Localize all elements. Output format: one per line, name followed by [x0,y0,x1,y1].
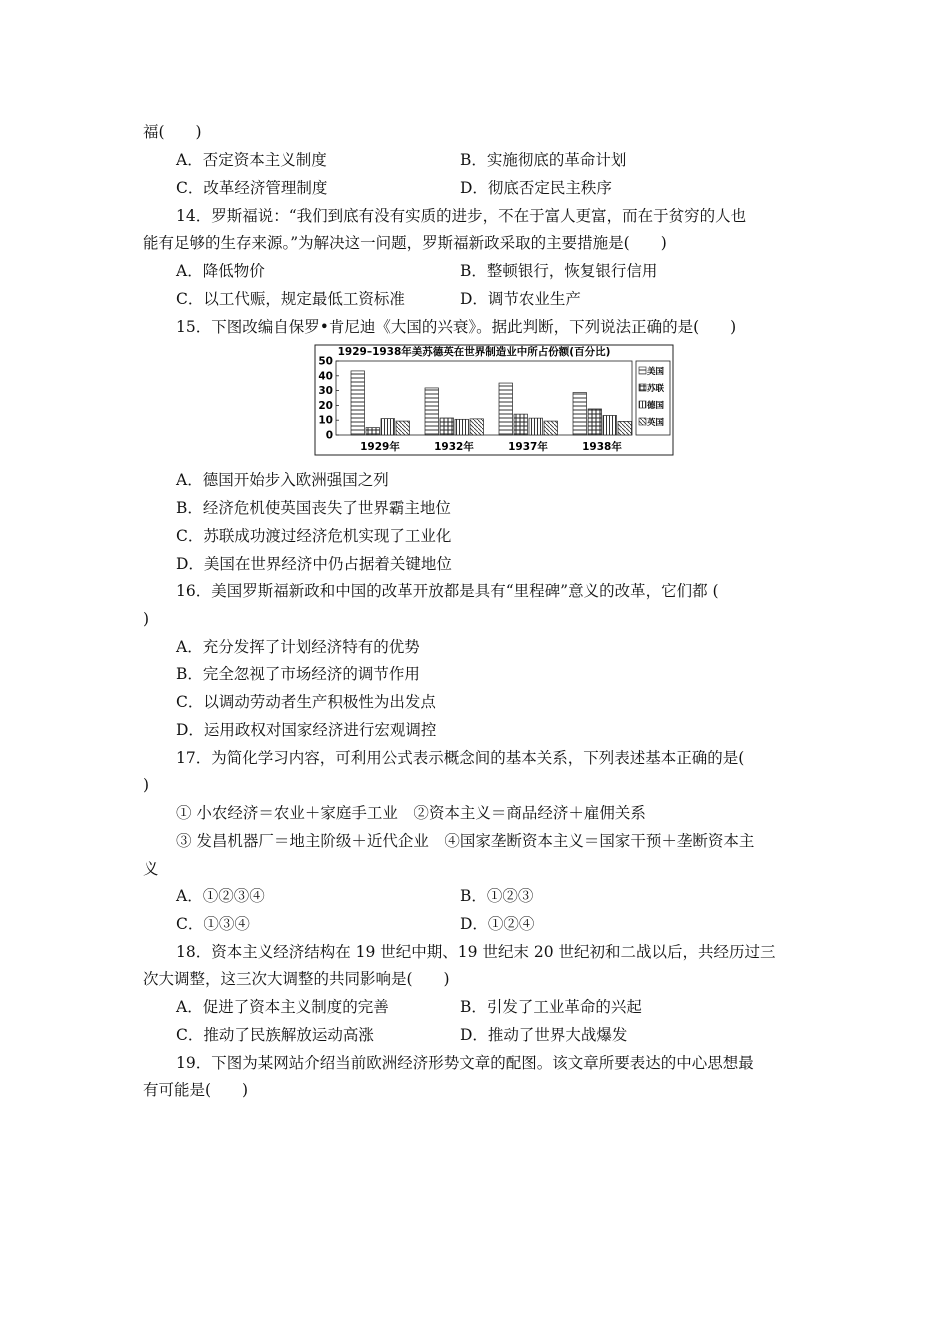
y-tick-label: 20 [318,399,333,412]
q14-option-d: D．调节农业生产 [460,290,581,308]
bar-苏联-1929年 [366,428,380,435]
q17-option-a: A．①②③④ [176,887,265,905]
y-tick-label: 50 [318,355,333,368]
q16-option-a: A．充分发挥了计划经济特有的优势 [176,638,420,656]
q19-stem-line2: 有可能是( ) [143,1081,249,1099]
x-tick-label: 1938年 [582,441,622,453]
y-tick-label: 40 [318,370,333,383]
q14-stem-line2: 能有足够的生存来源。”为解决这一问题，罗斯福新政采取的主要措施是( ) [143,234,667,252]
bar-英国-1929年 [396,421,410,435]
q17-item-3-4: ③ 发昌机器厂＝地主阶级＋近代企业 ④国家垄断资本主义＝国家干预＋垄断资本主 [176,832,755,850]
q17-item-1-2: ① 小农经济＝农业＋家庭手工业 ②资本主义＝商品经济＋雇佣关系 [176,804,646,822]
legend-label-美国: 美国 [647,367,665,377]
bar-德国-1938年 [603,415,617,435]
q17-stem-line1: 17．为简化学习内容，可利用公式表示概念间的基本关系，下列表述基本正确的是( [176,749,745,767]
q18-option-a: A．促进了资本主义制度的完善 [176,998,389,1016]
legend-label-英国: 英国 [647,418,665,428]
q19-stem-line1: 19．下图为某网站介绍当前欧洲经济形势文章的配图。该文章所要表达的中心思想最 [176,1054,754,1072]
bar-德国-1932年 [455,419,469,435]
manufacturing-share-chart [314,344,674,456]
q16-option-b: B．完全忽视了市场经济的调节作用 [176,665,420,683]
q14-option-b: B．整顿银行，恢复银行信用 [460,262,658,280]
q15-stem: 15．下图改编自保罗•肯尼迪《大国的兴衰》。据此判断，下列说法正确的是( ) [176,318,737,336]
q15-option-c: C．苏联成功渡过经济危机实现了工业化 [176,527,452,545]
q16-option-c: C．以调动劳动者生产积极性为出发点 [176,693,436,711]
q13-option-c: C．改革经济管理制度 [176,179,328,197]
bar-英国-1932年 [470,419,484,435]
bar-德国-1937年 [529,418,543,435]
q14-option-a: A．降低物价 [176,262,265,280]
bar-苏联-1937年 [514,414,528,435]
q14-option-c: C．以工代赈，规定最低工资标准 [176,290,405,308]
q14-stem-line1: 14．罗斯福说：“我们到底有没有实质的进步，不在于富人更富，而在于贫穷的人也 [176,207,747,225]
q17-option-c: C．①③④ [176,915,250,933]
q18-stem-line2: 次大调整，这三次大调整的共同影响是( ) [143,970,450,988]
x-tick-label: 1932年 [434,441,474,453]
q18-stem-line1: 18．资本主义经济结构在 19 世纪中期、19 世纪末 20 世纪初和二战以后，共经历过三 [176,943,776,961]
q18-option-c: C．推动了民族解放运动高涨 [176,1026,374,1044]
bar-苏联-1938年 [588,409,602,435]
q13-stem-continuation: 福( ) [143,123,202,141]
bar-英国-1937年 [544,421,558,435]
legend-label-苏联: 苏联 [647,384,665,394]
chart-frame [315,345,673,455]
legend-swatch-美国 [639,367,646,374]
y-tick-label: 30 [318,385,333,398]
q13-option-b: B．实施彻底的革命计划 [460,151,627,169]
legend-swatch-德国 [639,401,646,408]
bar-美国-1938年 [573,393,587,435]
bar-英国-1938年 [618,421,632,435]
chart-title: 1929–1938年美苏德英在世界制造业中所占份额(百分比) [337,346,611,358]
bar-美国-1932年 [425,388,439,435]
bar-苏联-1932年 [440,418,454,435]
q13-option-a: A．否定资本主义制度 [176,151,327,169]
x-tick-label: 1929年 [360,441,400,453]
y-tick-label: 10 [318,414,333,427]
q13-option-d: D．彻底否定民主秩序 [460,179,612,197]
q16-option-d: D．运用政权对国家经济进行宏观调控 [176,721,437,739]
q18-option-b: B．引发了工业革命的兴起 [460,998,642,1016]
legend-swatch-苏联 [639,384,646,391]
bar-美国-1929年 [351,371,365,435]
q16-stem-line1: 16．美国罗斯福新政和中国的改革开放都是具有“里程碑”意义的改革，它们都 ( [176,582,719,600]
legend-label-德国: 德国 [647,401,665,411]
q17-option-b: B．①②③ [460,887,534,905]
legend-swatch-英国 [639,418,646,425]
y-tick-label: 0 [325,429,333,442]
bar-美国-1937年 [499,383,513,435]
q15-option-a: A．德国开始步入欧洲强国之列 [176,471,389,489]
q17-option-d: D．①②④ [460,915,535,933]
q17-stem-line2: ) [143,776,150,794]
x-tick-label: 1937年 [508,441,548,453]
q15-option-b: B．经济危机使英国丧失了世界霸主地位 [176,499,451,517]
q15-option-d: D．美国在世界经济中仍占据着关键地位 [176,555,452,573]
q17-item-4-continuation: 义 [143,860,159,878]
q18-option-d: D．推动了世界大战爆发 [460,1026,628,1044]
bar-德国-1929年 [381,419,395,435]
q16-stem-line2: ) [143,610,150,628]
